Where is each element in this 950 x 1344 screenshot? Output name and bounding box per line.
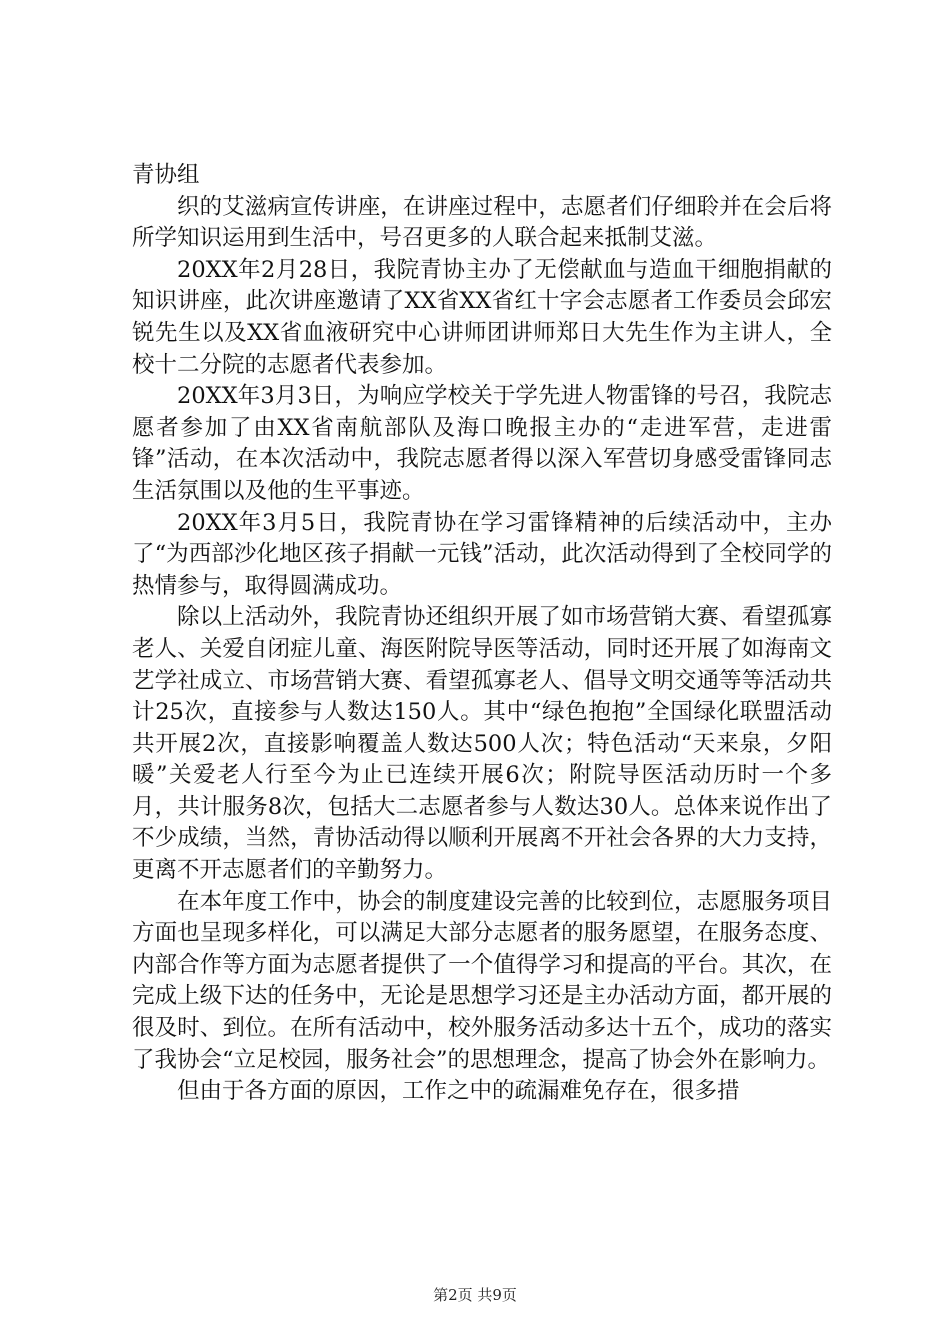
paragraph-annual-summary: 在本年度工作中，协会的制度建设完善的比较到位，志愿服务项目方面也呈现多样化，可以满足大部分志愿者的服务愿望，在服务态度、内部合作等方面为志愿者提供了一个值得学习和提高的平台。其次，在完成上级下达的任务中，无论是思想学习还是主办活动方面，都开展的很及时、到位。在所有活动中，校外服务活动多达十五个，成功的落实了我协会“立足校园，服务社会”的思想理念，提高了协会外在影响力。 (132, 888, 832, 1073)
paragraph-other-activities: 除以上活动外，我院青协还组织开展了如市场营销大赛、看望孤寡老人、关爱自闭症儿童、海医附院导医等活动，同时还开展了如海南文艺学社成立、市场营销大赛、看望孤寡老人、倡导文明交通等等活动共计25次，直接参与人数达150人。其中“绿色抱抱”全国绿化联盟活动共开展2次，直接影响覆盖人数达500人次；特色活动“天来泉，夕阳暖”关爱老人行至今为止已连续开展6次；附院导医活动历时一个多月，共计服务8次，包括大二志愿者参与人数达30人。总体来说作出了不少成绩，当然，青协活动得以顺利开展离不开社会各界的大力支持，更离不开志愿者们的辛勤努力。 (132, 604, 832, 884)
paragraph-one-yuan-donation: 20XX年3月5日，我院青协在学习雷锋精神的后续活动中，主办了“为西部沙化地区孩子捐献一元钱”活动，此次活动得到了全校同学的热情参与，取得圆满成功。 (132, 509, 832, 599)
page-number-footer: 第2页 共9页 (433, 1286, 517, 1304)
paragraph-shortcomings: 但由于各方面的原因，工作之中的疏漏难免存在，很多措 (177, 1078, 740, 1105)
paragraph-aids-lecture: 织的艾滋病宣传讲座，在讲座过程中，志愿者们仔细聆并在会后将所学知识运用到生活中，号召更多的人联合起来抵制艾滋。 (132, 193, 832, 252)
paragraph-heading-fragment: 青协组 (132, 162, 200, 188)
document-body (132, 160, 832, 1108)
paragraph-blood-donation-lecture: 20XX年2月28日，我院青协主办了无偿献血与造血干细胞捐献的知识讲座，此次讲座邀请了XX省XX省红十字会志愿者工作委员会邱宏锐先生以及XX省血液研究中心讲师团讲师郑日大先生作为主讲人，全校十二分院的志愿者代表参加。 (132, 256, 832, 378)
paragraph-lei-feng-camp: 20XX年3月3日，为响应学校关于学先进人物雷锋的号召，我院志愿者参加了由XX省南航部队及海口晚报主办的“走进军营，走进雷锋”活动，在本次活动中，我院志愿者得以深入军营切身感受雷锋同志生活氛围以及他的生平事迹。 (132, 383, 832, 504)
